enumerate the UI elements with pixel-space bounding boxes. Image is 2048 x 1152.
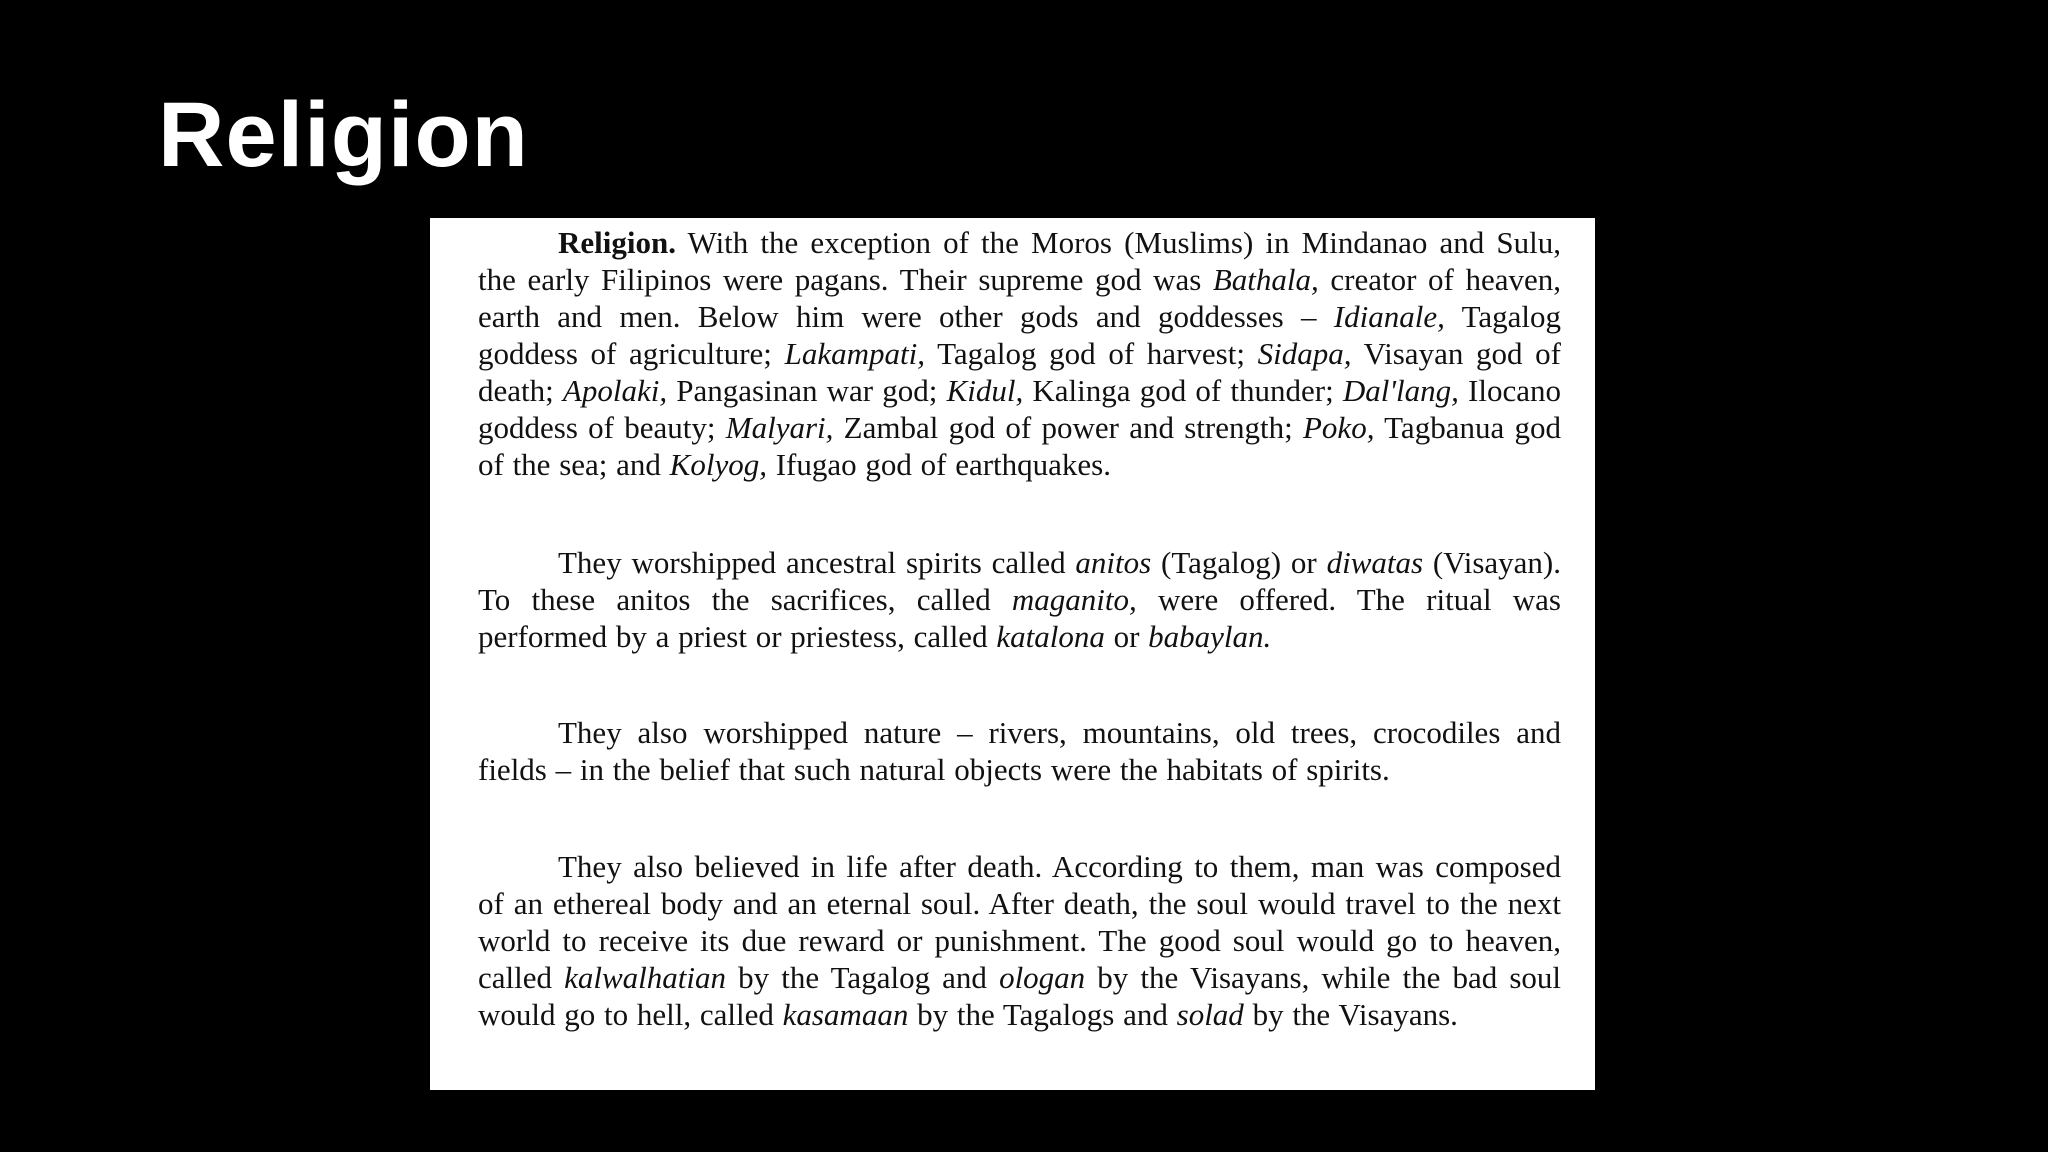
italic-term: maganito, [1011, 582, 1137, 617]
text-run: Kalinga god of thunder; [1023, 373, 1343, 408]
text-run: (Visayan). To these anitos the sacrifices, called [478, 545, 1561, 617]
paragraph-lead: Religion. [558, 225, 676, 260]
italic-term: Kidul, [946, 373, 1024, 408]
paragraph-religion-gods [478, 224, 1561, 483]
slide-title: Religion [158, 84, 529, 186]
italic-term: Bathala, [1212, 262, 1319, 297]
italic-term: kasamaan [782, 997, 909, 1032]
text-run: Tagbanua god of the sea; and [478, 410, 1561, 482]
italic-term: Malyari, [725, 410, 834, 445]
paragraph-afterlife [478, 848, 1561, 1033]
text-run: Tagalog god of harvest; [924, 336, 1258, 371]
italic-term: ologan [999, 960, 1086, 995]
italic-term: anitos [1075, 545, 1152, 580]
text-run: With the exception of the Moros (Muslims) in Mindanao and Sulu, the early Filipinos were pagans. Their supreme god was [478, 225, 1561, 297]
text-run: by the Visayans, while the bad soul would go to hell, called [478, 960, 1561, 1032]
text-run: They also worshipped nature – rivers, mountains, old trees, crocodiles and fields – in the belief that such natural objects were the habitats of spirits. [478, 715, 1561, 787]
text-run: by the Visayans. [1243, 997, 1458, 1032]
italic-term: diwatas [1326, 545, 1424, 580]
paragraph-ancestral-spirits [478, 544, 1561, 655]
text-run: or [1104, 619, 1149, 654]
italic-term: katalona [996, 619, 1105, 654]
text-run: Ifugao god of earthquakes. [766, 447, 1111, 482]
italic-term: solad [1176, 997, 1244, 1032]
italic-term: Lakampati, [784, 336, 925, 371]
text-run: (Tagalog) or [1151, 545, 1327, 580]
italic-term: Poko, [1303, 410, 1375, 445]
text-run: creator of heaven, earth and men. Below him were other gods and goddesses – [478, 262, 1561, 334]
italic-term: Apolaki, [562, 373, 668, 408]
paragraph-nature-worship [478, 714, 1561, 788]
text-run: They also believed in life after death. According to them, man was composed of an ethereal body and an eternal soul. After death, the soul would travel to the next world to receive its due reward or punishment. The good soul would go to heaven, called [478, 849, 1561, 995]
text-run: were offered. The ritual was performed by a priest or priestess, called [478, 582, 1561, 654]
italic-term: Sidapa, [1257, 336, 1352, 371]
scanned-text-page [430, 218, 1595, 1090]
italic-term: Idianale, [1333, 299, 1445, 334]
text-run: by the Tagalogs and [908, 997, 1177, 1032]
text-run: They worshipped ancestral spirits called [558, 545, 1076, 580]
text-run: Visayan god of death; [478, 336, 1561, 408]
italic-term: Dal'lang, [1342, 373, 1459, 408]
text-run: Zambal god of power and strength; [833, 410, 1303, 445]
text-run: Pangasinan war god; [667, 373, 947, 408]
italic-term: kalwalhatian [564, 960, 727, 995]
text-run: Tagalog goddess of agriculture; [478, 299, 1561, 371]
text-run: Ilocano goddess of beauty; [478, 373, 1562, 445]
text-run: by the Tagalog and [726, 960, 1000, 995]
italic-term: Kolyog, [669, 447, 767, 482]
italic-term: babaylan. [1148, 619, 1272, 654]
